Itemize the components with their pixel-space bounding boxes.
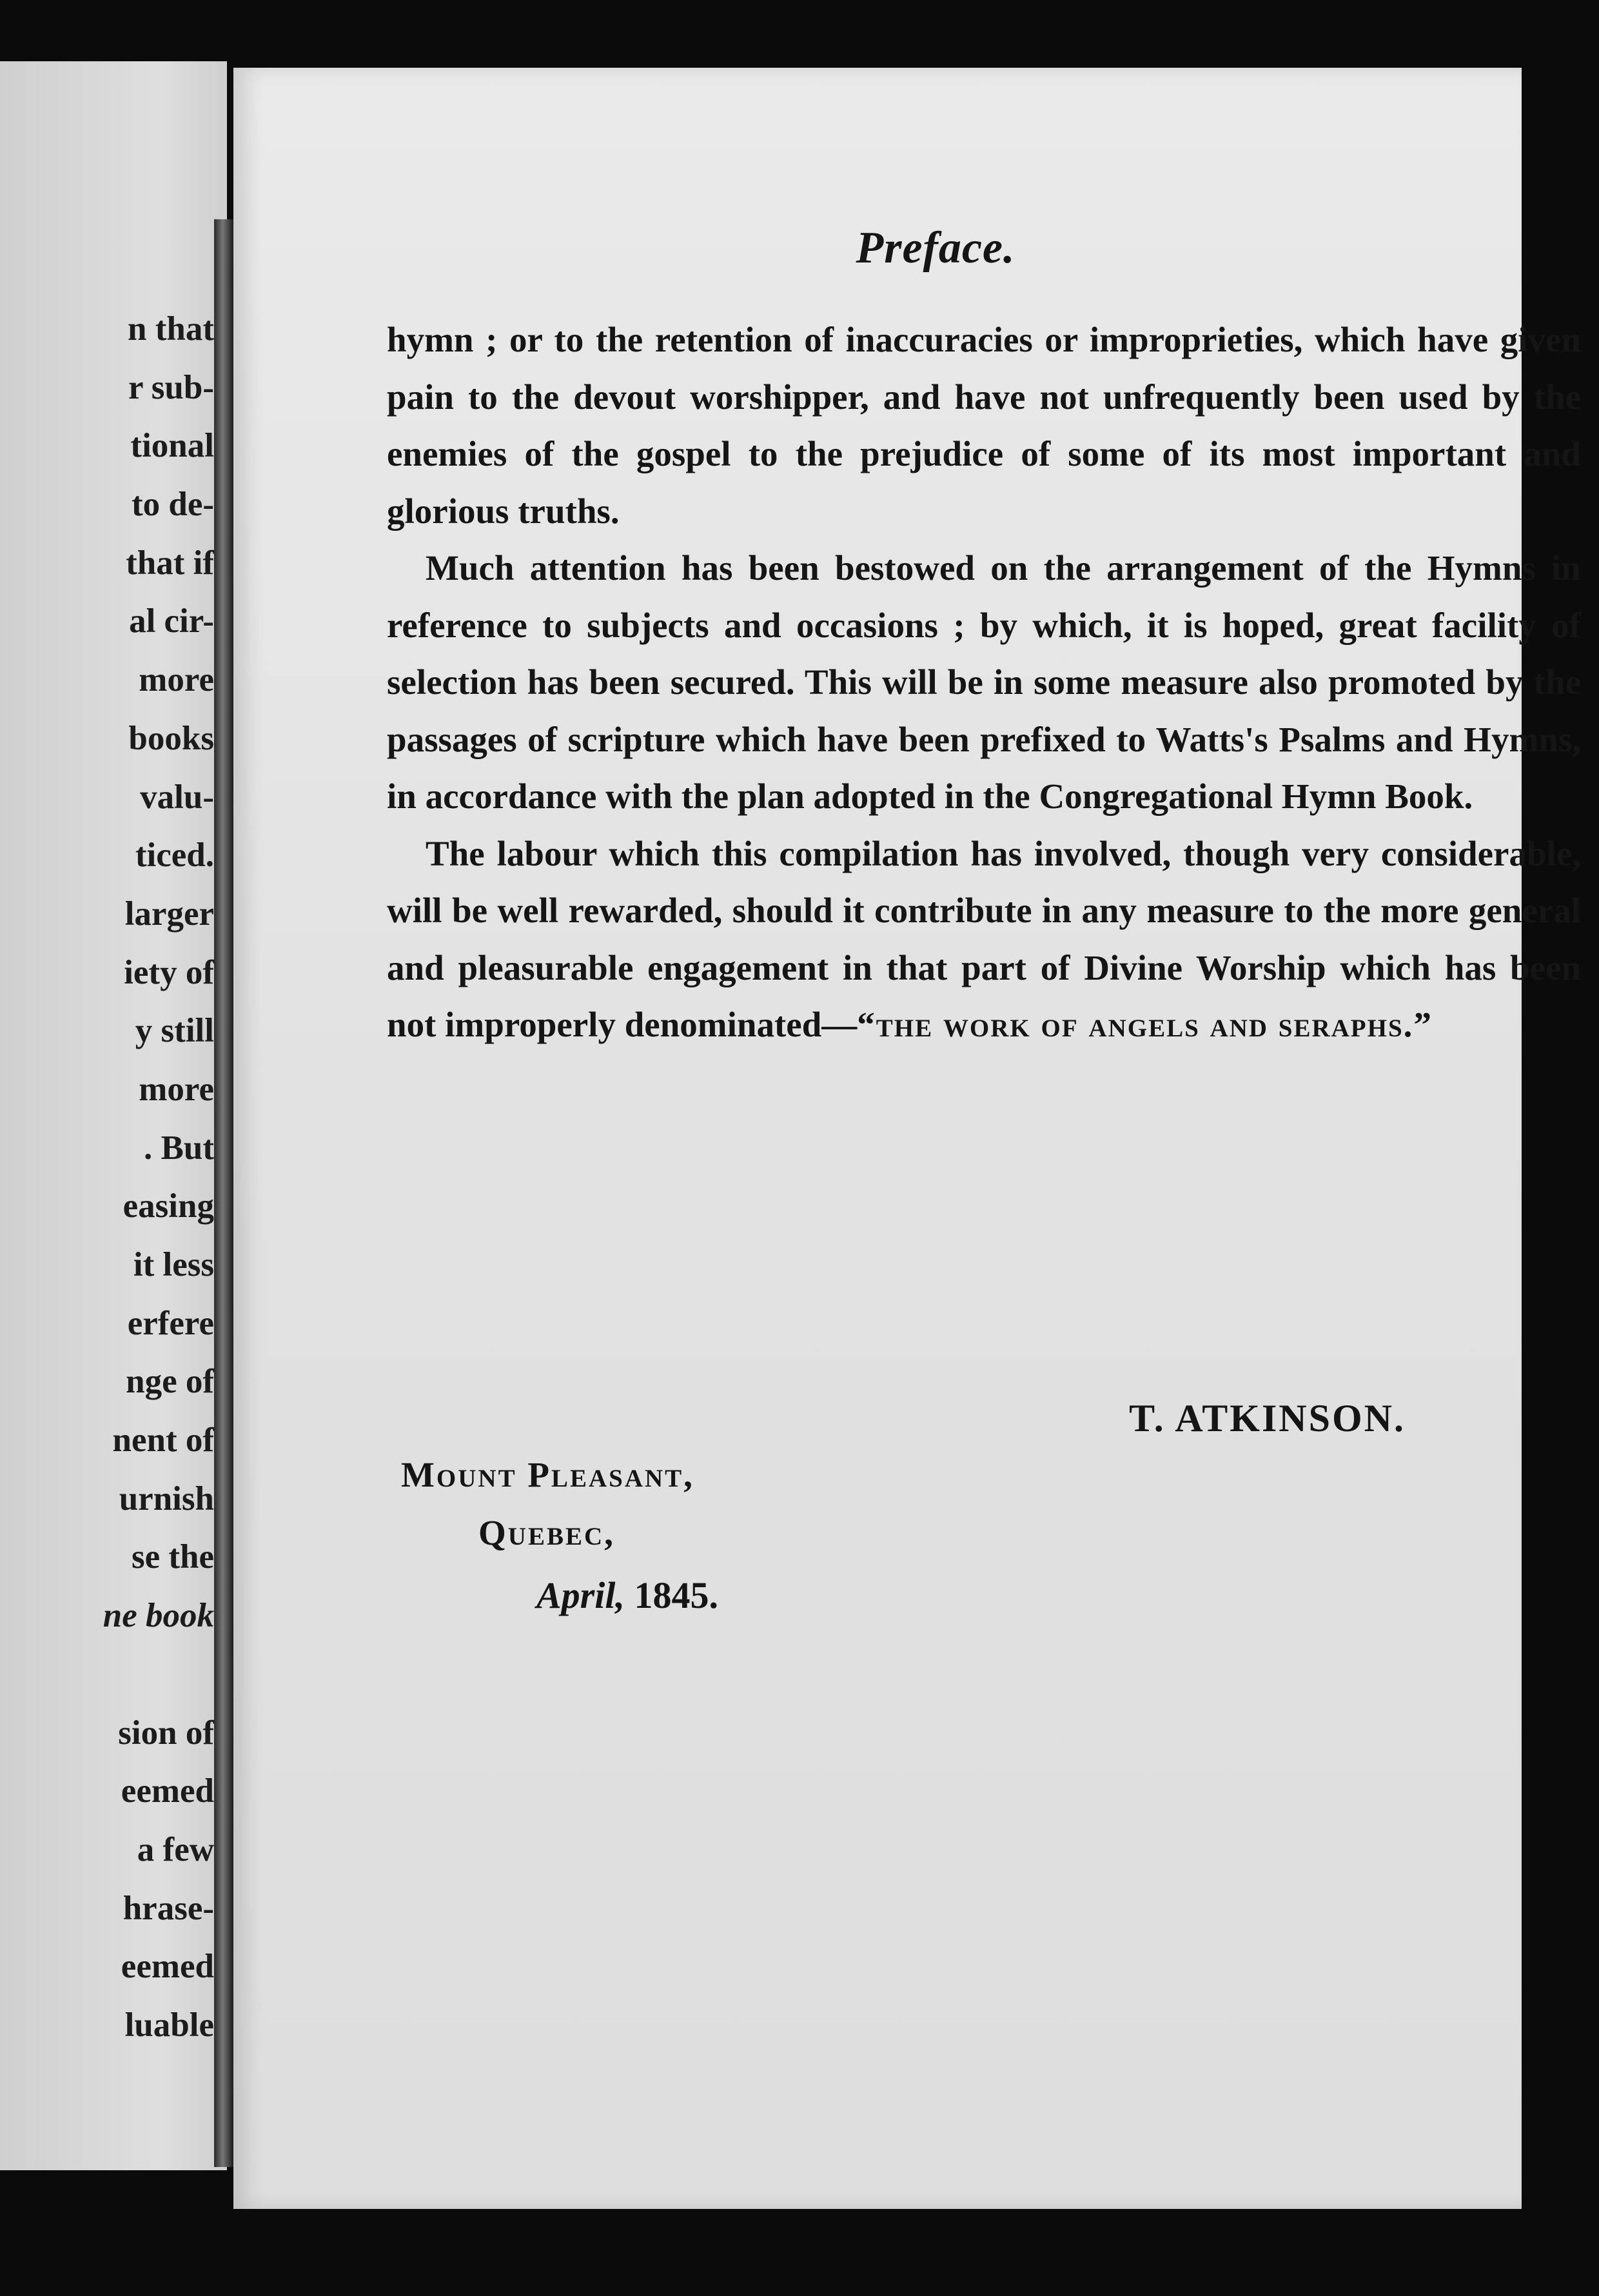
left-page-line: sion of xyxy=(118,1714,214,1752)
paragraph-labour xyxy=(387,826,1581,1054)
left-page-line: books xyxy=(128,719,214,757)
left-page-fragment xyxy=(0,61,227,2170)
left-page-line: to de- xyxy=(131,486,214,524)
left-page-line: more xyxy=(139,1070,214,1108)
date-year: 1845. xyxy=(634,1574,718,1616)
left-page-line: tional xyxy=(130,427,214,465)
left-page-line xyxy=(0,1645,214,1704)
left-page-line: easing xyxy=(123,1187,214,1225)
left-page-line: valu- xyxy=(140,778,214,816)
closing-quotation: “the work of angels and seraphs.” xyxy=(857,1005,1433,1044)
paragraph-continued: hymn ; or to the retention of inaccuracies or improprieties, which have given pain to the devout worshipper, and have not unfrequently been used by the enemies of the gospel to the prejudice of some of its most important and glorious truths. xyxy=(387,320,1581,531)
left-page-line: a few xyxy=(137,1830,214,1868)
left-page-line: larger xyxy=(124,895,214,933)
left-page-line: urnish xyxy=(119,1480,214,1518)
left-page-line: . But xyxy=(144,1129,214,1167)
date-line xyxy=(536,1574,718,1617)
paragraph-arrangement: Much attention has been bestowed on the arrangement of the Hymns in reference to subjects and occasions ; by which, it is hoped, great facility of selection has been secured. This will be in some measure also promoted by the passages of scripture which have been prefixed to Watts's Psalms and Hymns, in accordance with the plan adopted in the Congregational Hymn Book. xyxy=(387,548,1581,816)
left-page-line: erfere xyxy=(127,1304,214,1342)
left-page-line: hrase- xyxy=(123,1889,214,1927)
preface-page xyxy=(233,68,1581,2209)
paragraph-labour-text: The labour which this compilation has involved, though very considerable, will be well rewarded, should it contribute in any measure to the more general and pleasurable engagement in that part of Divine Worship which has been not improperly denominated— xyxy=(387,833,1581,1044)
left-page-line: al cir- xyxy=(129,602,214,640)
left-page-line: it less xyxy=(133,1246,214,1283)
left-page-line: se the xyxy=(131,1538,214,1576)
left-page-line: y still xyxy=(135,1012,214,1050)
left-page-line: r sub- xyxy=(128,368,214,406)
author-signature: T. ATKINSON. xyxy=(1129,1397,1406,1440)
running-head: Preface. xyxy=(856,223,1015,273)
left-page-line: nent of xyxy=(112,1421,214,1460)
left-page-line: ne book xyxy=(103,1597,214,1635)
book-gutter xyxy=(214,219,233,2167)
left-page-line-fragments xyxy=(0,300,214,2055)
left-page-line: n that xyxy=(127,310,214,348)
left-page-line: iety of xyxy=(124,953,214,991)
left-page-line: eemed xyxy=(121,1772,214,1810)
place-line-1: Mount Pleasant, xyxy=(401,1455,694,1494)
date-month: April, xyxy=(536,1574,625,1616)
left-page-line: nge of xyxy=(126,1363,214,1401)
left-page-line: eemed xyxy=(121,1948,214,1986)
left-page-line: more xyxy=(139,661,214,699)
place-line-2: Quebec, xyxy=(478,1513,615,1552)
preface-body xyxy=(387,312,1581,1054)
left-page-line: that if xyxy=(126,544,214,582)
left-page-line: ticed. xyxy=(135,836,214,875)
left-page-line: luable xyxy=(124,2006,214,2044)
